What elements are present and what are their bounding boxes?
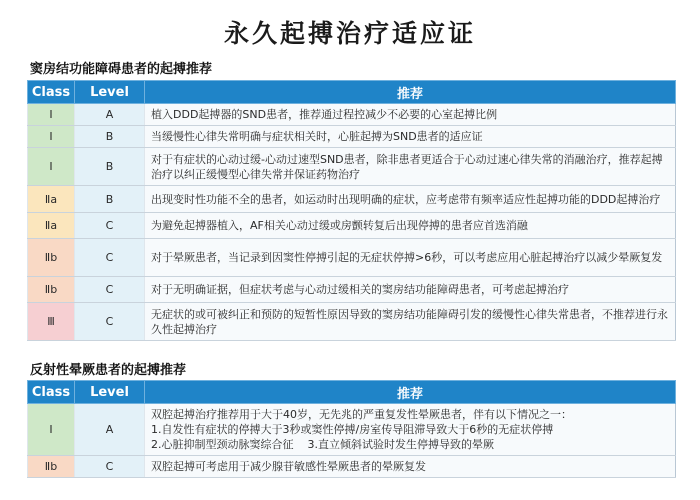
recommendation-cell xyxy=(145,404,676,456)
snd-recommendation-table xyxy=(27,80,676,341)
table-row xyxy=(28,104,676,126)
class-cell: Ⅰ xyxy=(28,404,75,456)
class-cell: Ⅰ xyxy=(28,126,75,148)
class-cell: Ⅱb xyxy=(28,456,75,478)
header-class: Class xyxy=(28,81,75,104)
level-cell: C xyxy=(75,456,145,478)
page-title: 永久起搏治疗适应证 xyxy=(223,19,476,48)
section-heading-snd: 窦房结功能障碍患者的起搏推荐 xyxy=(30,62,213,77)
table-row xyxy=(28,456,676,478)
level-cell: C xyxy=(75,239,145,277)
recommendation-cell: 对于晕厥患者，当记录到因窦性停搏引起的无症状停搏>6秒，可以考虑应用心脏起搏治疗以减少晕厥复发 xyxy=(145,239,676,277)
recommendation-cell: 植入DDD起搏器的SND患者，推荐通过程控减少不必要的心室起搏比例 xyxy=(145,104,676,126)
table-row xyxy=(28,404,676,456)
recommendation-line: 1.自发性有症状的停搏大于3秒或窦性停搏/房室传导阻滞导致大于6秒的无症状停搏 xyxy=(151,423,554,436)
table-row xyxy=(28,186,676,213)
header-level: Level xyxy=(75,381,145,404)
level-cell: B xyxy=(75,186,145,213)
table-row xyxy=(28,277,676,303)
class-cell: Ⅲ xyxy=(28,303,75,341)
class-cell: Ⅱb xyxy=(28,239,75,277)
level-cell: A xyxy=(75,104,145,126)
table-row xyxy=(28,126,676,148)
recommendation-cell: 无症状的或可被纠正和预防的短暂性原因导致的窦房结功能障碍引发的缓慢性心律失常患者，不推荐进行永久性起搏治疗 xyxy=(145,303,676,341)
class-cell: Ⅰ xyxy=(28,104,75,126)
class-cell: Ⅱa xyxy=(28,186,75,213)
level-cell: A xyxy=(75,404,145,456)
recommendation-line: 2.心脏抑制型颈动脉窦综合征 3.直立倾斜试验时发生停搏导致的晕厥 xyxy=(151,438,494,451)
class-cell: Ⅱb xyxy=(28,277,75,303)
header-recommendation: 推荐 xyxy=(145,381,676,404)
header-level: Level xyxy=(75,81,145,104)
recommendation-cell: 为避免起搏器植入，AF相关心动过缓或房颤转复后出现停搏的患者应首选消融 xyxy=(145,213,676,239)
level-cell: C xyxy=(75,303,145,341)
reflex-syncope-recommendation-table xyxy=(27,380,676,478)
header-class: Class xyxy=(28,381,75,404)
recommendation-cell: 对于无明确证据，但症状考虑与心动过缓相关的窦房结功能障碍患者，可考虑起搏治疗 xyxy=(145,277,676,303)
recommendation-cell: 双腔起搏可考虑用于减少腺苷敏感性晕厥患者的晕厥复发 xyxy=(145,456,676,478)
level-cell: B xyxy=(75,126,145,148)
recommendation-cell: 出现变时性功能不全的患者，如运动时出现明确的症状，应考虑带有频率适应性起搏功能的DDD起搏治疗 xyxy=(145,186,676,213)
level-cell: B xyxy=(75,148,145,186)
level-cell: C xyxy=(75,213,145,239)
section-heading-reflex-syncope: 反射性晕厥患者的起搏推荐 xyxy=(30,363,187,378)
table-header-row xyxy=(28,81,676,104)
header-recommendation: 推荐 xyxy=(145,81,676,104)
table-row xyxy=(28,239,676,277)
recommendation-line: 双腔起搏治疗推荐用于大于40岁，无先兆的严重复发性晕厥患者，伴有以下情况之一： xyxy=(151,408,572,421)
class-cell: Ⅱa xyxy=(28,213,75,239)
class-cell: Ⅰ xyxy=(28,148,75,186)
table-row xyxy=(28,303,676,341)
level-cell: C xyxy=(75,277,145,303)
table-row xyxy=(28,213,676,239)
recommendation-cell: 当缓慢性心律失常明确与症状相关时，心脏起搏为SND患者的适应证 xyxy=(145,126,676,148)
table-row xyxy=(28,148,676,186)
table-header-row xyxy=(28,381,676,404)
recommendation-cell: 对于有症状的心动过缓-心动过速型SND患者，除非患者更适合于心动过速心律失常的消融治疗，推荐起搏治疗以纠正缓慢型心律失常并保证药物治疗 xyxy=(145,148,676,186)
